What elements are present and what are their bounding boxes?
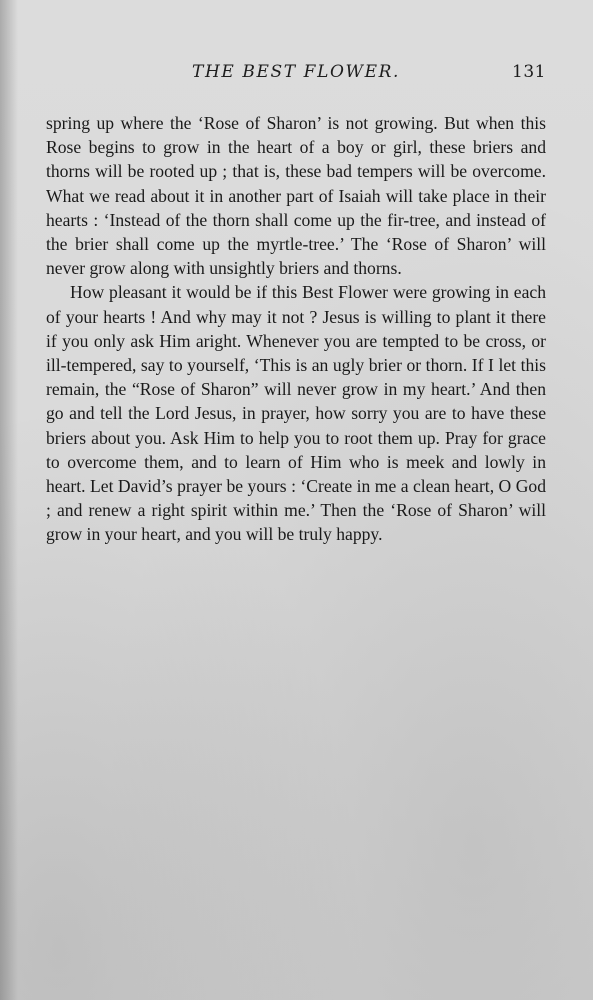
paragraph-2: How pleasant it would be if this Best Flower were growing in each of your hearts ! And why may it not ? Jesus is willing to plant it there if you only ask Him aright. Whenever you are tempted to be cross, or ill-tempered, say to yourself, ‘This is an ugly brier or thorn. If I let this remain, the “Rose of Sharon” will never grow in my heart.’ And then go and tell the Lord Jesus, in prayer, how sorry you are to have these briers about you. Ask Him to help you to root them up. Pray for grace to overcome them, and to learn of Him who is meek and lowly in heart. Let David’s prayer be yours : ‘Create in me a clean heart, O God ; and renew a right spirit within me.’ Then the ‘Rose of Sharon’ will grow in your heart, and you will be truly happy. bbox=[46, 282, 546, 545]
spine-shadow bbox=[0, 0, 18, 1000]
body-text bbox=[46, 111, 546, 547]
running-head bbox=[46, 62, 546, 86]
paragraph-1: spring up where the ‘Rose of Sharon’ is not growing. But when this Rose begins to grow in the heart of a boy or girl, these briers and thorns will be rooted up ; that is, these bad tempers will be overcome. What we read about it in another part of Isaiah will take place in their hearts : ‘Instead of the thorn shall come up the fir-tree, and instead of the brier shall come up the myrtle-tree.’ The ‘Rose of Sharon’ will never grow along with unsightly briers and thorns. bbox=[46, 113, 546, 279]
page-number: 131 bbox=[512, 62, 546, 82]
running-title: THE BEST FLOWER. bbox=[192, 62, 400, 82]
